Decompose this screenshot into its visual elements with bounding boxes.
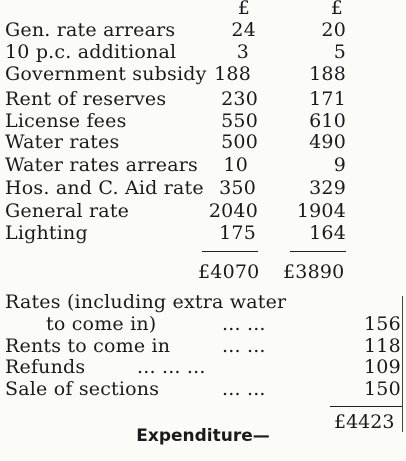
receipt-label-continued: to come in) bbox=[46, 313, 157, 335]
row-label: General rate bbox=[5, 200, 130, 222]
receipt-amount: 150 bbox=[364, 378, 401, 400]
row-value-col1: 3 bbox=[236, 41, 249, 63]
row-value-col2: 610 bbox=[309, 110, 346, 132]
row-value-col1: 175 bbox=[219, 222, 256, 244]
row-value-col1: 10 bbox=[223, 154, 248, 176]
column-total-1: £4070 bbox=[198, 261, 260, 283]
currency-header-col1: £ bbox=[237, 0, 250, 19]
row-value-col1: 2040 bbox=[208, 200, 258, 222]
grand-total: £4423 bbox=[334, 411, 395, 433]
row-value-col1: 230 bbox=[221, 88, 258, 110]
receipt-leader-dots: ... ... ... bbox=[137, 356, 206, 378]
receipt-leader-dots: ... ... bbox=[222, 313, 266, 335]
row-value-col2: 9 bbox=[333, 154, 346, 176]
section-heading: Expenditure— bbox=[136, 426, 270, 446]
row-value-col1: 500 bbox=[221, 131, 258, 153]
row-value-col2: 164 bbox=[309, 222, 346, 244]
row-value-col1: 188 bbox=[214, 63, 251, 85]
row-value-col2: 329 bbox=[309, 177, 346, 199]
row-label: Water rates bbox=[5, 131, 120, 153]
currency-header-col2: £ bbox=[330, 0, 343, 19]
row-value-col2: 490 bbox=[309, 131, 346, 153]
receipt-amount: 109 bbox=[364, 356, 401, 378]
row-label: Government subsidy bbox=[5, 63, 207, 85]
row-label: Gen. rate arrears bbox=[5, 19, 176, 41]
receipt-amount: 156 bbox=[364, 313, 401, 335]
row-label: Rent of reserves bbox=[5, 88, 167, 110]
row-label: Lighting bbox=[5, 222, 88, 244]
grand-total-rule bbox=[330, 406, 402, 407]
receipt-label: Rents to come in bbox=[5, 335, 171, 357]
row-label: License fees bbox=[5, 110, 127, 132]
receipt-leader-dots: ... ... bbox=[222, 378, 266, 400]
row-value-col1: 550 bbox=[221, 110, 258, 132]
row-value-col1: 350 bbox=[219, 177, 256, 199]
row-label: Hos. and C. Aid rate bbox=[5, 177, 204, 199]
row-value-col2: 20 bbox=[321, 19, 346, 41]
column-total-2: £3890 bbox=[283, 261, 345, 283]
row-value-col2: 1904 bbox=[296, 200, 346, 222]
row-value-col2: 188 bbox=[309, 63, 346, 85]
row-value-col2: 5 bbox=[333, 41, 346, 63]
receipt-leader-dots: ... ... bbox=[222, 335, 266, 357]
receipt-label: Rates (including extra water bbox=[5, 291, 287, 313]
amount-column-rule bbox=[402, 296, 403, 406]
row-label: 10 p.c. additional bbox=[5, 41, 177, 63]
receipt-label: Refunds bbox=[5, 356, 86, 378]
row-value-col1: 24 bbox=[231, 19, 256, 41]
receipt-label: Sale of sections bbox=[5, 378, 160, 400]
column-rule-2 bbox=[290, 251, 346, 252]
column-rule-1 bbox=[202, 251, 258, 252]
row-label: Water rates arrears bbox=[5, 154, 198, 176]
receipt-amount: 118 bbox=[364, 335, 401, 357]
row-value-col2: 171 bbox=[309, 88, 346, 110]
